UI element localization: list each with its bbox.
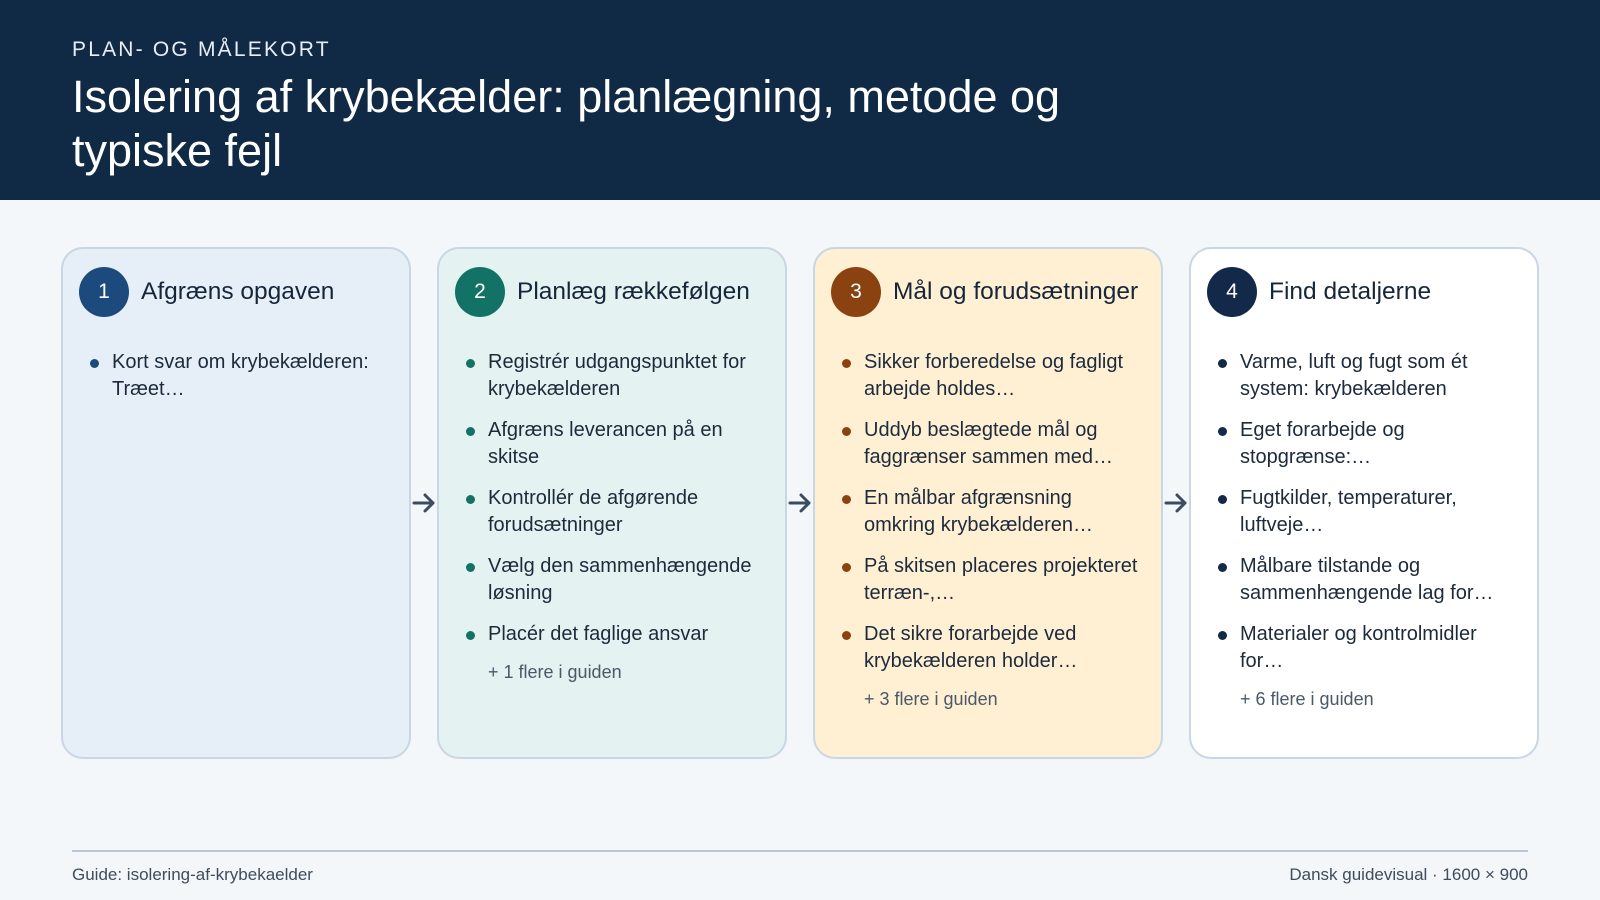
list-item-text: Eget forarbejde og stopgrænse:… [1240,419,1405,468]
list-item [455,417,767,471]
step-number-badge: 1 [79,267,129,317]
list-item [1207,349,1519,403]
step-card-1 [61,247,411,759]
list-item [79,349,391,403]
list-item-text: Uddyb beslægtede mål og faggrænser sammen med… [864,419,1113,468]
list-item-text: På skitsen placeres projekteret terræn-,… [864,555,1138,604]
list-item-text: Varme, luft og fugt som ét system: krybekælderen [1240,351,1468,400]
list-item [831,553,1143,607]
list-item [831,485,1143,539]
step-cards [61,247,1539,759]
list-item [1207,621,1519,675]
list-item [455,553,767,607]
list-item-text: En målbar afgrænsning omkring krybekælderen… [864,487,1093,536]
bullet-dot-icon [842,495,851,504]
list-item-text: Materialer og kontrolmidler for… [1240,623,1477,672]
step-item-list [1207,349,1519,675]
list-item-text: Det sikre forarbejde ved krybekælderen holder… [864,623,1078,672]
step-item-list [455,349,767,648]
bullet-dot-icon [90,359,99,368]
more-in-guide-link[interactable]: + 3 flere i guiden [864,689,998,709]
more-in-guide-link[interactable]: + 1 flere i guiden [488,662,622,682]
footer-guide-slug: Guide: isolering-af-krybekaelder [72,865,313,884]
step-card-4 [1189,247,1539,759]
list-item-text: Vælg den sammenhængende løsning [488,555,752,604]
footer-divider [72,850,1528,852]
bullet-dot-icon [1218,563,1227,572]
bullet-dot-icon [842,563,851,572]
bullet-dot-icon [1218,359,1227,368]
step-card-2 [437,247,787,759]
step-card-title: Planlæg rækkefølgen [517,278,750,305]
bullet-dot-icon [1218,495,1227,504]
arrow-right-icon [411,247,437,759]
list-item-text: Fugtkilder, temperaturer, luftveje… [1240,487,1457,536]
bullet-dot-icon [1218,631,1227,640]
step-number-badge: 3 [831,267,881,317]
arrow-right-icon [1163,247,1189,759]
step-card-header [79,267,391,317]
list-item-text: Afgræns leverancen på en skitse [488,419,723,468]
list-item-text: Placér det faglige ansvar [488,623,709,645]
page-title: Isolering af krybekælder: planlægning, metode og typiske fejl [72,71,1061,176]
list-item [455,621,767,648]
list-item [1207,485,1519,539]
list-item [1207,553,1519,607]
list-item-text: Målbare tilstande og sammenhængende lag for… [1240,555,1494,604]
step-card-header [1207,267,1519,317]
list-item [831,417,1143,471]
bullet-dot-icon [466,359,475,368]
bullet-dot-icon [1218,427,1227,436]
bullet-dot-icon [466,631,475,640]
list-item [455,349,767,403]
step-number-badge: 4 [1207,267,1257,317]
bullet-dot-icon [466,563,475,572]
bullet-dot-icon [842,631,851,640]
list-item-text: Sikker forberedelse og fagligt arbejde holdes… [864,351,1124,400]
list-item-text: Kontrollér de afgørende forudsætninger [488,487,699,536]
list-item [455,485,767,539]
bullet-dot-icon [466,495,475,504]
page-kicker: PLAN- OG MÅLEKORT [72,38,331,61]
arrow-right-icon [787,247,813,759]
step-card-title: Mål og forudsætninger [893,278,1139,305]
step-card-3 [813,247,1163,759]
header [0,0,1600,200]
step-number-badge: 2 [455,267,505,317]
step-card-title: Find detaljerne [1269,278,1432,305]
list-item [831,349,1143,403]
bullet-dot-icon [842,427,851,436]
bullet-dot-icon [466,427,475,436]
step-item-list [79,349,391,403]
footer-credit: Dansk guidevisual · 1600 × 900 [1289,865,1528,884]
bullet-dot-icon [842,359,851,368]
list-item-text: Registrér udgangspunktet for krybekælderen [488,351,746,400]
list-item [831,621,1143,675]
more-in-guide-link[interactable]: + 6 flere i guiden [1240,689,1374,709]
step-card-title: Afgræns opgaven [141,278,335,305]
list-item-text: Kort svar om krybekælderen: Træet… [112,351,369,400]
step-item-list [831,349,1143,675]
step-card-header [831,267,1143,317]
list-item [1207,417,1519,471]
step-card-header [455,267,767,317]
